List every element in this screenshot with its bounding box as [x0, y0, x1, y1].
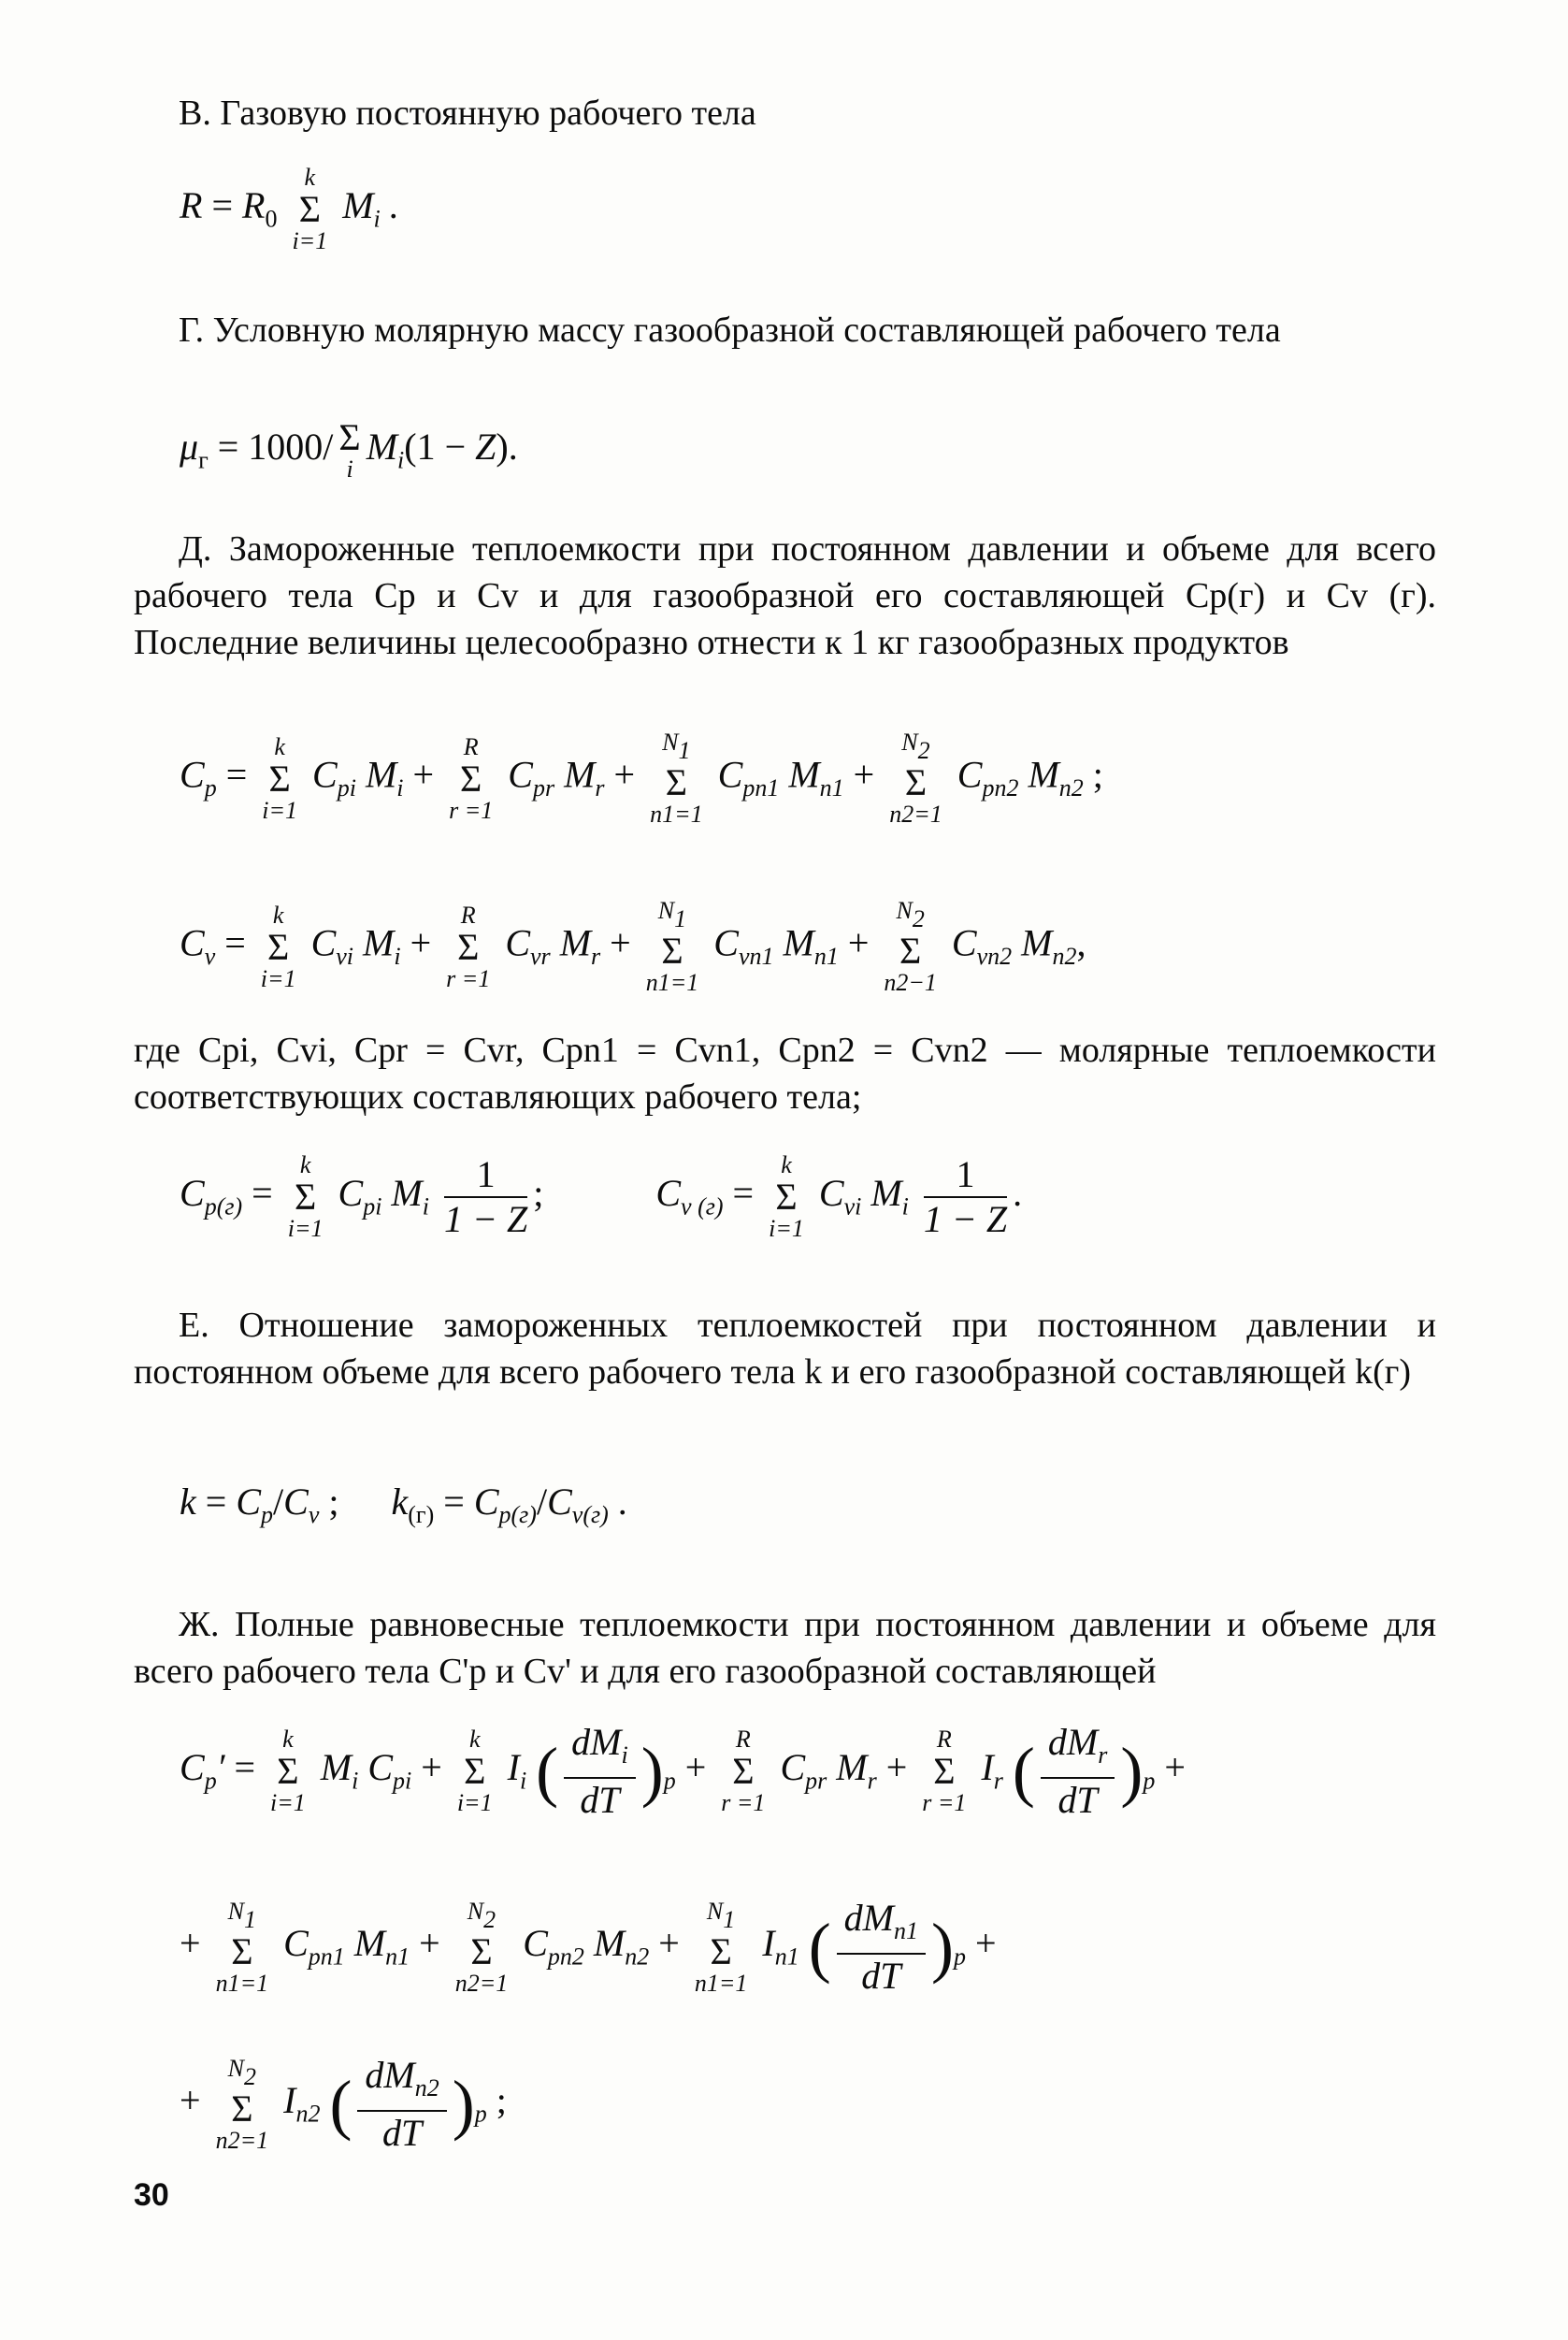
formula-cp: $C_p$ = k Σ i=1 $C_{pi}$ $M_i$ + R Σ r =1 $C_{pr}$ $M_r$ + $N_1$ Σ n1=1 $C_{pn1}$ $M_{n1}$ + $N_2$ Σ n2=1 $C_{pn2}$ $M_{n2}$ ;: [180, 729, 1103, 829]
formula-k-ratio: $k = C_p/C_v$ ; $k_{(г)} = C_{p(г)}/C_{v(г)}$ .: [180, 1481, 627, 1529]
formula-cv: $C_v$ = k Σ i=1 $C_{vi}$ $M_i$ + R Σ r =1 $C_{vr}$ $M_r$ + $N_1$ Σ n1=1 $C_{vn1}$ $M_{n1}$ + $N_2$ Σ n2−1 $C_{vn2}$ $M_{n2}$,: [180, 897, 1086, 997]
section-v-heading: В. Газовую постоянную рабочего тела: [179, 94, 756, 133]
section-g-heading: Г. Условную молярную массу газообразной составляющей рабочего тела: [179, 311, 1281, 350]
formula-cp-equilibrium-line1: $C_p'$ = k Σ i=1 $M_i$ $C_{pi}$ + k Σ i=1 $I_i$ ( $\frac{dM_i}{dT}$ )$_p$ + R Σ r =1 $C_{pr}$ $M_r$ + R Σ r =1 $I_r$ ( $\frac{dM_r}{dT}$ )$_p$ +: [180, 1721, 1186, 1822]
formula-cp-equilibrium-line2: + $N_1$ Σ n1=1 $C_{pn1}$ $M_{n1}$ + $N_2$ Σ n2=1 $C_{pn2}$ $M_{n2}$ + $N_1$ Σ n1=1 $I_{n1}$ ( $\frac{dM_{n1}}{dT}$ )$_p$ +: [180, 1897, 997, 1998]
section-e-heading: Е. Отношение замороженных теплоемкостей при постоянном давлении и постоянном объеме для всего рабочего тела k и его газообразной составляющей k(г): [134, 1306, 1436, 1392]
where-clause: где Cpi, Cvi, Cpr = Cvr, Cpn1 = Cvn1, Cpn2 = Cvn2 — молярные теплоемкости соответствующих составляющих рабочего тела;: [134, 1031, 1436, 1117]
formula-gas-heat-capacity: $C_{p(г)}$ = k Σ i=1 $C_{pi}$ $M_i$ $\frac{1}{1 - Z}$ ; $C_{v (г)}$ = k Σ i=1 $C_{vi}$ $M_i$ $\frac{1}{1 - Z}$ .: [180, 1151, 1023, 1242]
page-number: 30: [134, 2177, 169, 2213]
formula-molar-mass: $\mu_г = 1000/$ Σ i $M_i(1 - Z)$.: [180, 416, 518, 483]
formula-cp-equilibrium-line3: + $N_2$ Σ n2=1 $I_{n2}$ ( $\frac{dM_{n2}}{dT}$ )$_p$ ;: [180, 2054, 507, 2155]
formula-gas-constant: $R = R_0$ k Σ i=1 $M_i$ .: [180, 164, 399, 254]
section-zh-heading: Ж. Полные равновесные теплоемкости при постоянном давлении и объеме для всего рабочего тела C'p и Cv' и для его газообразной составляющей: [134, 1605, 1436, 1691]
section-d-heading: Д. Замороженные теплоемкости при постоянном давлении и объеме для всего рабочего тела Cp и Cv и для газообразной его составляющей Cp(г) и Cv (г). Последние величины целесообразно отнести к 1 кг газообразных продуктов: [134, 529, 1436, 662]
